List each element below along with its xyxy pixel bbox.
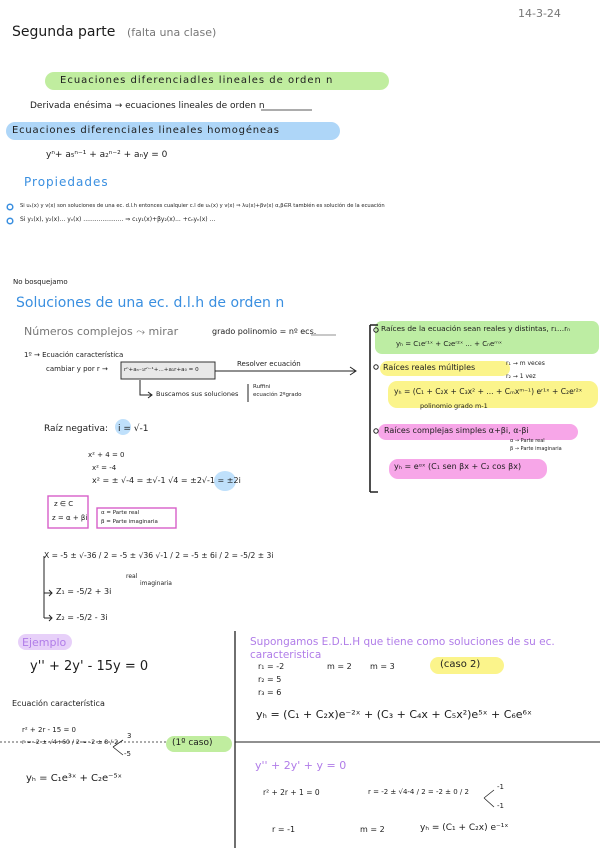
page-date: 14-3-24 — [518, 7, 561, 20]
supongamos-text: Supongamos E.D.L.H que tiene como soluciones de su ec. caracteristica — [250, 636, 555, 661]
calc-line-2: x² = -4 — [92, 464, 117, 472]
ex2-calc-2: r = -2 ± √4-4 / 2 = -2 ± 0 / 2 — [368, 788, 469, 796]
zc-box-line-2: z = α + βi — [52, 514, 88, 522]
ex2-calc-1: r² + 2r + 1 = 0 — [263, 788, 320, 797]
case3-text: Raíces complejas simples α+βi, α-βi — [384, 426, 529, 435]
sup-solution: yₕ = (C₁ + C₂x)e⁻²ˣ + (C₃ + C₄x + C₅x²)e⁵ˣ + C₆e⁶ˣ — [256, 708, 532, 721]
sup-m2: m = 2 — [327, 662, 352, 671]
ec-caracteristica-label: Ecuación característica — [12, 699, 105, 708]
calc-line-1: x² + 4 = 0 — [88, 451, 125, 459]
numeros-complejos-note: Números complejos ⤳ mirar — [24, 325, 179, 338]
ej-calc-1: r² + 2r - 15 = 0 — [22, 726, 76, 734]
ex2-root-2: -1 — [497, 802, 504, 810]
step1-cambiar: cambiar y por r → — [46, 365, 108, 373]
z1-imag-label: imaginaria — [140, 580, 172, 587]
page-title: Segunda parte — [12, 24, 116, 40]
z2-result: Z₂ = -5/2 - 3i — [56, 613, 108, 622]
ej-solution: yₕ = C₁e³ˣ + C₂e⁻⁵ˣ — [26, 773, 122, 784]
ej-caso-label: (1º caso) — [172, 738, 213, 748]
zc-box-line-1: z ∈ C — [54, 500, 74, 508]
ej-root-1: 3 — [127, 732, 132, 740]
x-calculation: X = -5 ± √-36 / 2 = -5 ± √36 √-1 / 2 = -5 ± 6i / 2 = -5/2 ± 3i — [44, 551, 274, 560]
sup-r1: r₁ = -2 — [258, 662, 285, 671]
homog-equation: yⁿ+ a₅ⁿ⁻¹ + a₂ⁿ⁻² + aₙy = 0 — [46, 150, 168, 160]
calc-line-3: x² = ± √-4 = ±√-1 √4 = ±2√-1 = ±2i — [92, 476, 241, 485]
buscamos-soluciones: Buscamos sus soluciones — [156, 390, 239, 398]
ej-root-2: -5 — [124, 750, 131, 758]
sup-m3: m = 3 — [370, 662, 395, 671]
resolver-ecuacion: Resolver ecuación — [237, 360, 301, 368]
property-2: Si y₁(x), y₂(x)... yₙ(x) ..................... ⇒ c₁y₁(x)+βy₂(x)... +cₙyₙ(x) ... — [20, 216, 216, 223]
section1-title: Ecuaciones diferenciadles lineales de orden n — [60, 75, 334, 86]
z1-real-label: real — [126, 573, 138, 580]
soluciones-title: Soluciones de una ec. d.l.h de orden n — [16, 295, 285, 311]
case2-1-vez: r₂ → 1 vez — [506, 373, 536, 380]
ex2-root-1: -1 — [497, 783, 504, 791]
ejemplo-title: Ejemplo — [22, 636, 67, 649]
ex2-m: m = 2 — [360, 825, 385, 834]
z1-result: Z₁ = -5/2 + 3i — [56, 587, 112, 596]
case2-polynomial-note: polinomio grado m-1 — [420, 402, 488, 410]
page-title-note: (falta una clase) — [127, 26, 217, 39]
sup-r2: r₂ = 5 — [258, 675, 282, 684]
characteristic-polynomial: rⁿ+aₙ₋₁rⁿ⁻¹+...+a₁r+a₀ = 0 — [124, 367, 199, 373]
raiz-negativa-label: Raíz negativa: — [44, 424, 109, 434]
grado-polinomio-note: grado polinomio = nº ecs. — [212, 327, 317, 336]
sup-caso-label: (caso 2) — [440, 659, 481, 670]
case2-text: Raíces reales múltiples — [383, 363, 476, 372]
no-bosquejamo-note: No bosquejamo — [13, 278, 68, 286]
ex2-solution: yₕ = (C₁ + C₂x) e⁻¹ˣ — [420, 823, 509, 833]
ruffini-note: Ruffini — [253, 384, 271, 390]
ejemplo-equation: y'' + 2y' - 15y = 0 — [30, 659, 149, 674]
ex2-equation: y'' + 2y' + y = 0 — [255, 759, 347, 772]
case3-note-2: β → Parte imaginaria — [510, 446, 562, 452]
homog-title: Ecuaciones diferenciales lineales homogéneas — [12, 125, 280, 136]
case3-solution: yₕ = eᵅˣ (C₁ sen βx + C₂ cos βx) — [394, 462, 522, 471]
case3-note-1: α → Parte real — [510, 438, 545, 444]
ab-box-line-1: α = Parte real — [101, 510, 140, 516]
propiedades-title: Propiedades — [24, 175, 109, 189]
case1-text: Raíces de la ecuación sean reales y distintas, r₁...rₙ — [381, 324, 571, 333]
ej-calc-2: r = -2 ± √4+60 / 2 = -2 ± 8 / 2 — [22, 739, 119, 746]
property-1: Si u₁(x) y v(x) son soluciones de una ec. d.l.h entonces cualquier c.l de u₁(x) y v(x) ⇒ λu(x)+βv(x) α,β∈R también es solución de la ecuación — [20, 203, 385, 209]
derivada-line: Derivada enésima → ecuaciones lineales de orden n — [30, 101, 265, 111]
ab-box-line-2: β = Parte imaginaria — [101, 519, 158, 525]
i-definition: i = √-1 — [118, 424, 149, 434]
ex2-r: r = -1 — [272, 825, 296, 834]
case1-solution: yₕ = C₁eʳ¹ˣ + C₂eʳ²ˣ ... + Cₙeʳⁿˣ — [396, 340, 502, 348]
step1-title: 1º → Ecuación característica — [24, 351, 124, 359]
ecuacion-2grado-note: ecuación 2ºgrado — [253, 392, 302, 398]
supongamos-title — [250, 636, 595, 661]
sup-r3: r₃ = 6 — [258, 688, 282, 697]
case2-m-veces: r₁ → m veces — [506, 360, 545, 367]
case2-solution: yₕ = (C₁ + C₂x + C₃x² + ... + Cₘxᵐ⁻¹) eʳ¹ˣ + C₂eʳ²ˣ — [394, 387, 583, 396]
